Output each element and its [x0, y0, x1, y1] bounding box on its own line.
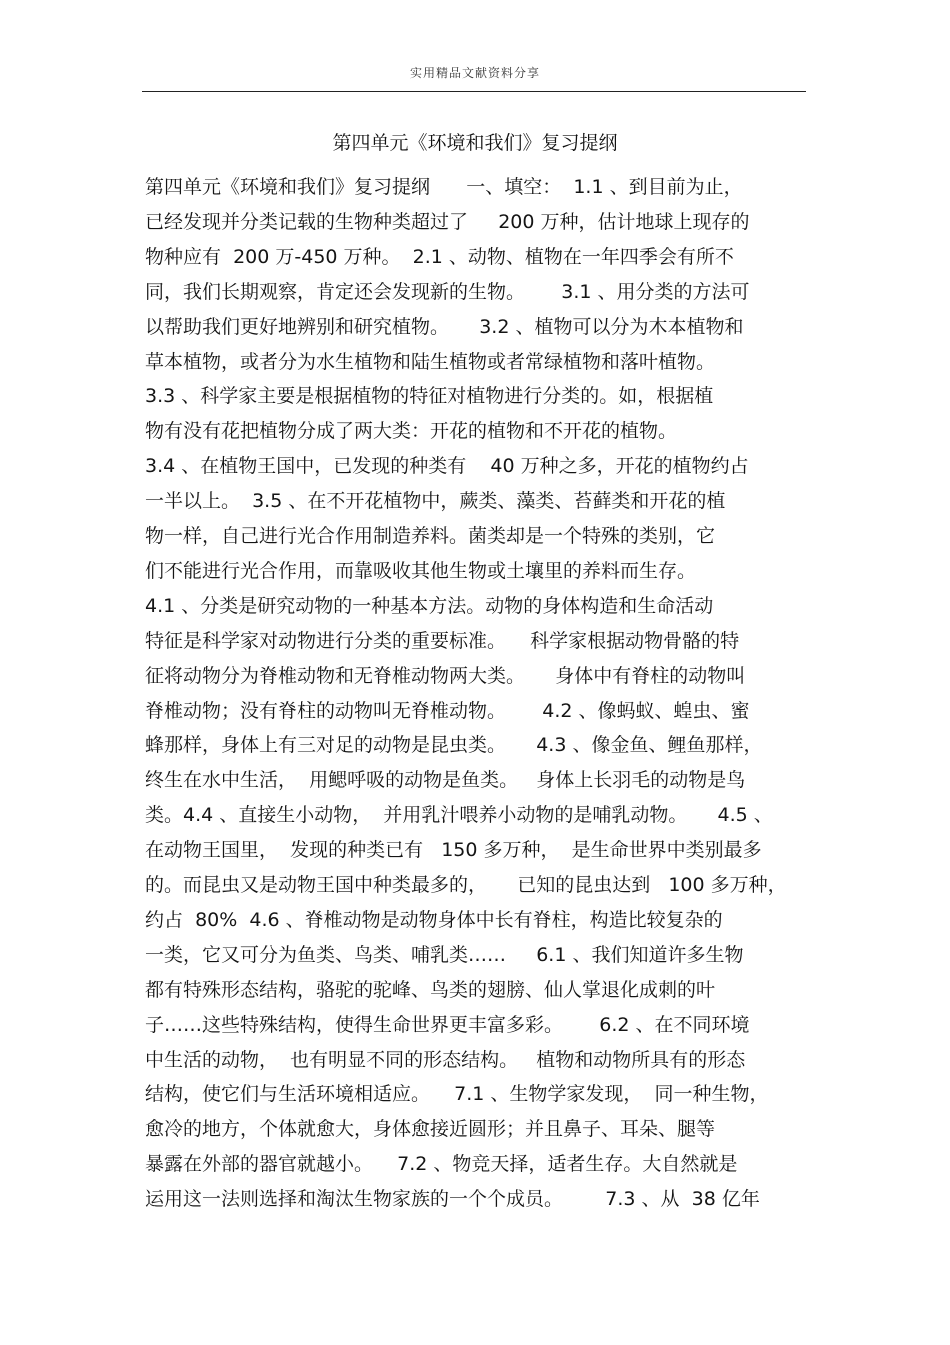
body-line: 4.1 、分类是研究动物的一种基本方法。动物的身体构造和生命活动 — [145, 594, 714, 617]
body-line: 终生在水中生活， 用鳃呼吸的动物是鱼类。 身体上长羽毛的动物是鸟 — [145, 769, 746, 792]
body-line: 子……这些特殊结构，使得生命世界更丰富多彩。 6.2 、在不同环境 — [145, 1013, 750, 1036]
body-line: 物有没有花把植物分成了两大类：开花的植物和不开花的植物。 — [145, 420, 678, 443]
body-line: 第四单元《环境和我们》复习提纲 一、填空： 1.1 、到目前为止， — [145, 176, 743, 198]
document-title: 第四单元《环境和我们》复习提纲 — [332, 132, 618, 154]
body-line: 3.3 、科学家主要是根据植物的特征对植物进行分类的。如，根据植 — [145, 385, 714, 408]
body-line: 运用这一法则选择和淘汰生物家族的一个个成员。 7.3 、从 38 亿年 — [145, 1188, 760, 1211]
body-line: 征将动物分为脊椎动物和无脊椎动物两大类。 身体中有脊柱的动物叫 — [145, 664, 746, 687]
body-line: 蜂那样，身体上有三对足的动物是昆虫类。 4.3 、像金鱼、鲤鱼那样， — [145, 734, 763, 757]
body-line: 已经发现并分类记载的生物种类超过了 200 万种，估计地球上现存的 — [145, 210, 750, 233]
body-line: 中生活的动物， 也有明显不同的形态结构。 植物和动物所具有的形态 — [145, 1048, 746, 1071]
body-line: 一类，它又可分为鱼类、鸟类、哺乳类…… 6.1 、我们知道许多生物 — [145, 943, 744, 966]
header-divider — [142, 91, 806, 92]
body-line: 草本植物，或者分为水生植物和陆生植物或者常绿植物和落叶植物。 — [145, 350, 716, 373]
header-text: 实用精品文献资料分享 — [409, 66, 540, 80]
body-line: 们不能进行光合作用，而靠吸收其他生物或土壤里的养料而生存。 — [145, 559, 697, 582]
body-line: 结构，使它们与生活环境相适应。 7.1 、生物学家发现， 同一种生物， — [145, 1083, 769, 1106]
body-line: 愈冷的地方，个体就愈大，身体愈接近圆形；并且鼻子、耳朵、腿等 — [145, 1118, 716, 1141]
body-line: 3.4 、在植物王国中，已发现的种类有 40 万种之多，开花的植物约占 — [145, 455, 749, 478]
body-line: 物种应有 200 万-450 万种。 2.1 、动物、植物在一年四季会有所不 — [145, 245, 734, 268]
body-line: 特征是科学家对动物进行分类的重要标准。 科学家根据动物骨骼的特 — [145, 629, 740, 652]
body-line: 脊椎动物；没有脊柱的动物叫无脊椎动物。 4.2 、像蚂蚁、蝗虫、蜜 — [145, 699, 750, 722]
body-line: 都有特殊形态结构，骆驼的驼峰、鸟类的翅膀、仙人掌退化成刺的叶 — [145, 978, 716, 1001]
body-line: 在动物王国里， 发现的种类已有 150 多万种， 是生命世界中类别最多 — [145, 839, 762, 862]
body-line: 的。而昆虫又是动物王国中种类最多的， 已知的昆虫达到 100 多万种， — [145, 874, 787, 896]
page-header — [0, 64, 950, 81]
body-line: 类。4.4 、直接生小动物， 并用乳汁喂养小动物的是哺乳动物。 4.5 、 — [145, 804, 773, 827]
body-line: 暴露在外部的器官就越小。 7.2 、物竞天择，适者生存。大自然就是 — [145, 1153, 738, 1176]
body-line: 约占 80% 4.6 、脊椎动物是动物身体中长有脊柱，构造比较复杂的 — [145, 908, 723, 931]
body-line: 一半以上。 3.5 、在不开花植物中，蕨类、藻类、苔藓类和开花的植 — [145, 490, 726, 513]
body-line: 以帮助我们更好地辨别和研究植物。 3.2 、植物可以分为木本植物和 — [145, 315, 744, 338]
body-line: 物一样，自己进行光合作用制造养料。菌类却是一个特殊的类别，它 — [145, 525, 716, 547]
body-line: 同，我们长期观察，肯定还会发现新的生物。 3.1 、用分类的方法可 — [145, 280, 750, 303]
